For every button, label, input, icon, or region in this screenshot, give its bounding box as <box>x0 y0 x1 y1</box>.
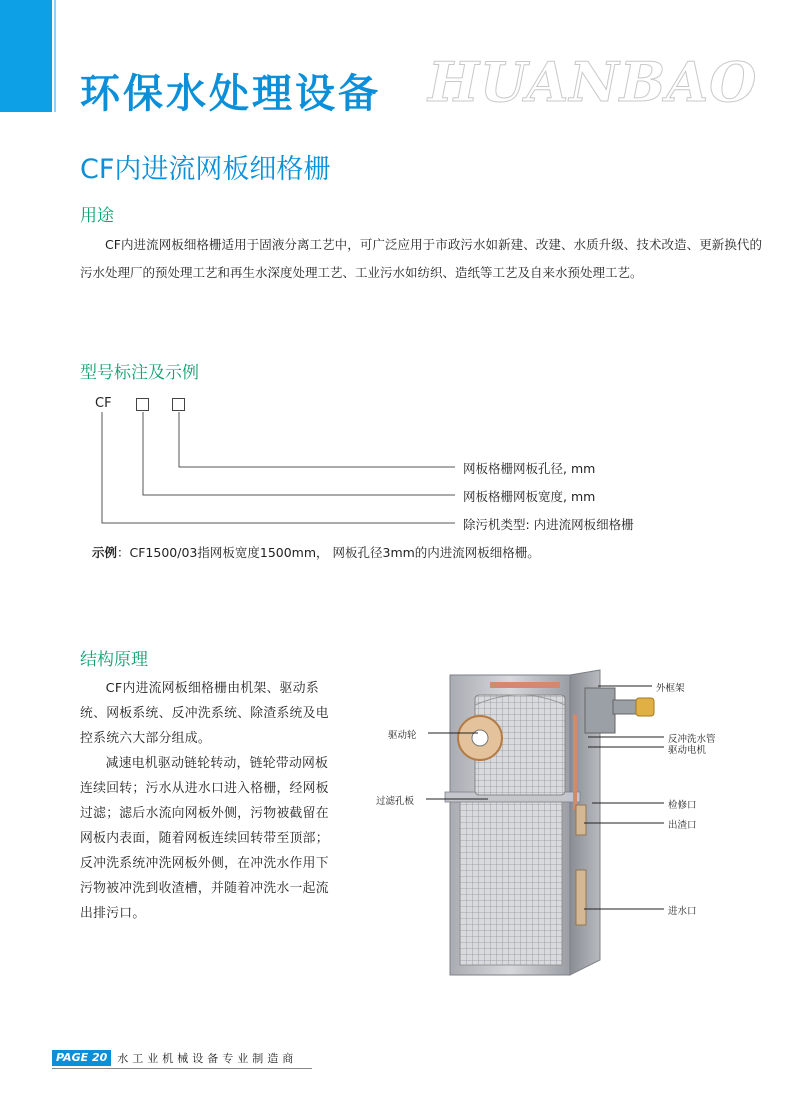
usage-heading: 用途 <box>80 206 114 226</box>
structure-paragraph-2: 减速电机驱动链轮转动，链轮带动网板连续回转；污水从进水口进入格栅，经网板过滤；滤后水流向网板外侧，污物被截留在网板内表面，随着网板连续回转带至顶部；反冲洗系统冲洗网板外侧，在冲洗水作用下污物被冲洗到收渣槽，并随着冲洗水一起流出排污口。 <box>80 756 329 921</box>
header-watermark: HUANBAO <box>428 50 758 114</box>
callout-frame: 外框架 <box>656 683 685 694</box>
example-text: ：CF1500/03指网板宽度1500mm， 网板孔径3mm的内进流网板细格栅。 <box>117 545 540 560</box>
footer-page-number: PAGE 20 <box>52 1050 111 1066</box>
callout-motor: 驱动电机 <box>668 745 707 756</box>
model-label-width: 网板格栅网板宽度, mm <box>463 489 596 504</box>
model-label-type: 除污机类型: 内进流网板细格栅 <box>463 517 634 532</box>
model-heading: 型号标注及示例 <box>80 363 199 383</box>
structure-paragraph-1: CF内进流网板细格栅由机架、驱动系统、网板系统、反冲洗系统、除渣系统及电控系统六大部分组成。 <box>80 681 329 746</box>
model-code: CF <box>95 396 112 411</box>
example-label: 示例 <box>92 545 118 560</box>
page-title: CF内进流网板细格栅 <box>80 154 331 185</box>
callout-backwash-pipe: 反冲洗水管 <box>668 734 716 745</box>
footer <box>52 1050 297 1066</box>
callout-inlet: 进水口 <box>668 906 697 917</box>
footer-divider <box>52 1068 312 1069</box>
footer-tagline: 水工业机械设备专业制造商 <box>117 1052 298 1065</box>
callout-slag-outlet: 出渣口 <box>668 820 697 831</box>
structure-heading: 结构原理 <box>80 650 148 670</box>
usage-text: CF内进流网板细格栅适用于固液分离工艺中，可广泛应用于市政污水如新建、改建、水质升级、技术改造、更新换代的污水处理厂的预处理工艺和再生水深度处理工艺、工业污水如纺织、造纸等工艺及自来水预处理工艺。 <box>80 237 762 280</box>
callout-sprocket: 驱动轮 <box>388 730 417 741</box>
header-title: 环保水处理设备 <box>80 71 381 117</box>
callout-inspection: 检修口 <box>668 800 697 811</box>
callout-filter-plate: 过滤孔板 <box>376 796 415 807</box>
model-label-aperture: 网板格栅网板孔径, mm <box>463 461 596 476</box>
